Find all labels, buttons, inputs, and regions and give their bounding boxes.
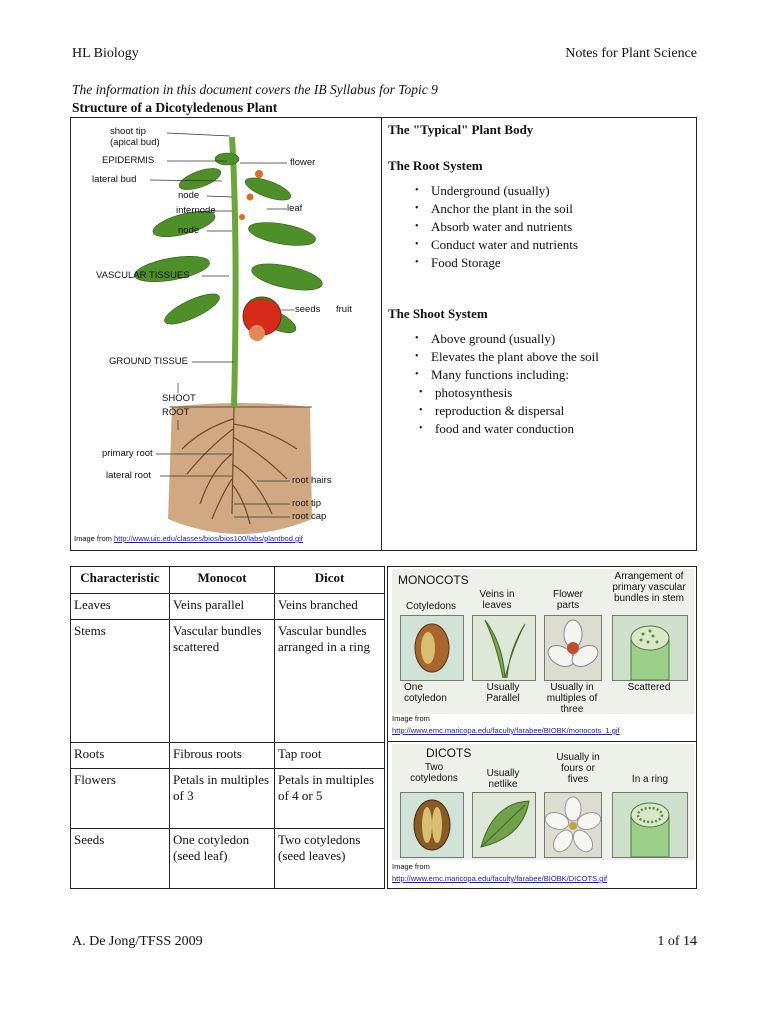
monocot-flower-tile [544, 615, 602, 681]
monocots-credit-link[interactable]: http://www.emc.maricopa.edu/faculty/farabee/BIOBK/monocots_1.gif [392, 726, 620, 735]
monocots-credit [392, 726, 620, 735]
three-petal-flower-icon [545, 616, 601, 680]
label-shoot-tip: shoot tip [110, 126, 146, 137]
table-cell: Two cotyledons (seed leaves) [275, 829, 385, 889]
list-item: • Above ground (usually) [431, 330, 688, 348]
label-internode: internode [176, 205, 216, 216]
list-item: • Absorb water and nutrients [431, 218, 688, 236]
monocot-leaf-tile [472, 615, 536, 681]
page-number: 1 of 14 [657, 934, 697, 949]
root-system-title: The Root System [388, 158, 483, 173]
images-divider [387, 741, 697, 742]
label-node-2: node [178, 225, 200, 236]
netlike-leaf-icon [473, 793, 535, 857]
list-item: • food and water conduction [435, 420, 688, 438]
plant-body-title: The "Typical" Plant Body [388, 122, 534, 137]
table-row [71, 743, 385, 769]
label-primary-root: primary root [102, 448, 153, 459]
dicot-leaf-tile [472, 792, 536, 858]
table-cell: Stems [71, 620, 170, 743]
label-root-tip: root tip [292, 498, 322, 509]
monocots-figure [392, 569, 694, 714]
col-header-characteristic: Characteristic [71, 567, 170, 594]
dicot-col-flower: Usually in fours or fives [556, 752, 600, 785]
intro-text: The information in this document covers the IB Syllabus for Topic 9 [72, 82, 438, 97]
scattered-bundles-icon [613, 616, 687, 680]
col-header-dicot: Dicot [275, 567, 385, 594]
monocot-col-veins: Veins in leaves [479, 589, 515, 611]
monocot-seed-tile [400, 615, 464, 681]
table-cell: Veins branched [275, 594, 385, 620]
label-shoot: SHOOT [162, 393, 196, 404]
list-item: • Conduct water and nutrients [431, 236, 688, 254]
monocot-col-cotyledons: Cotyledons [405, 601, 457, 612]
root-system-list [388, 182, 688, 272]
credit-prefix: Image from [74, 534, 115, 543]
credit-link[interactable]: http://www.uic.edu/classes/bios/bios100/labs/plantbod.gif [114, 534, 303, 543]
list-item: • reproduction & dispersal [435, 402, 688, 420]
table-divider [381, 117, 382, 551]
list-item: • Elevates the plant above the soil [431, 348, 688, 366]
table-cell: Seeds [71, 829, 170, 889]
header-left: HL Biology [72, 46, 139, 61]
label-root: ROOT [162, 407, 190, 418]
diagram-credit [74, 534, 303, 543]
dicot-flower-tile [544, 792, 602, 858]
label-epidermis: EPIDERMIS [102, 155, 155, 166]
label-lateral-bud: lateral bud [92, 174, 137, 185]
plant-body-notes [388, 122, 688, 438]
dicot-stem-tile [612, 792, 688, 858]
label-root-cap: root cap [292, 511, 327, 522]
list-item: • Anchor the plant in the soil [431, 200, 688, 218]
dicots-credit-prefix: Image from [392, 862, 430, 871]
label-fruit: fruit [336, 304, 352, 315]
table-header-row [71, 567, 385, 594]
monocot-caption-veins: Usually Parallel [486, 682, 520, 704]
header-right: Notes for Plant Science [565, 46, 697, 61]
shoot-system-title: The Shoot System [388, 306, 488, 321]
seed-icon [401, 793, 463, 857]
plant-diagram [72, 119, 380, 549]
label-apical-bud: (apical bud) [110, 137, 160, 148]
monocot-dicot-table [70, 566, 385, 889]
label-vascular-tissues: VASCULAR TISSUES [96, 270, 190, 281]
dicots-credit-link[interactable]: http://www.emc.maricopa.edu/faculty/farabee/BIOBK/DICOTS.gif [392, 874, 608, 883]
table-cell: Tap root [275, 743, 385, 769]
col-header-monocot: Monocot [170, 567, 275, 594]
list-item: • photosynthesis [435, 384, 688, 402]
table-cell: Vascular bundles arranged in a ring [275, 620, 385, 743]
dicot-col-stem: In a ring [631, 774, 669, 785]
table-cell: Vascular bundles scattered [170, 620, 275, 743]
table-cell: Petals in multiples of 3 [170, 769, 275, 829]
label-seeds: seeds [295, 304, 321, 315]
list-item: • Many functions including: [431, 366, 688, 384]
monocots-title: MONOCOTS [398, 573, 469, 587]
monocot-caption-stem: Scattered [627, 682, 671, 693]
monocot-caption-flower: Usually in multiples of three [546, 682, 598, 715]
monocot-stem-tile [612, 615, 688, 681]
table-cell: Leaves [71, 594, 170, 620]
label-flower: flower [290, 157, 316, 168]
dicots-title: DICOTS [426, 746, 472, 760]
table-row [71, 769, 385, 829]
dicot-col-cotyledons: Two cotyledons [410, 762, 458, 784]
monocot-col-arrangement: Arrangement of primary vascular bundles in stem [612, 571, 686, 604]
dicots-credit [392, 874, 607, 883]
section-title: Structure of a Dicotyledenous Plant [72, 100, 278, 115]
list-item: • Food Storage [431, 254, 688, 272]
table-cell: Roots [71, 743, 170, 769]
five-petal-flower-icon [545, 793, 601, 857]
dicot-col-veins: Usually netlike [486, 768, 520, 790]
ring-bundles-icon [613, 793, 687, 857]
monocots-credit-prefix: Image from [392, 714, 430, 723]
seed-icon [401, 616, 463, 680]
list-item: • Underground (usually) [431, 182, 688, 200]
monocot-caption-cotyledon: One cotyledon [404, 682, 447, 704]
parallel-leaf-icon [473, 616, 535, 680]
shoot-function-list [388, 384, 688, 438]
label-node-1: node [178, 190, 200, 201]
label-leaf: leaf [287, 203, 303, 214]
shoot-system-list [388, 330, 688, 384]
table-row [71, 594, 385, 620]
dicot-seed-tile [400, 792, 464, 858]
label-lateral-root: lateral root [106, 470, 151, 481]
label-root-hairs: root hairs [292, 475, 332, 486]
monocot-col-flower: Flower parts [552, 589, 583, 611]
table-cell: Veins parallel [170, 594, 275, 620]
table-row [71, 620, 385, 743]
dicots-figure [392, 744, 694, 860]
table-cell: Petals in multiples of 4 or 5 [275, 769, 385, 829]
table-cell: Flowers [71, 769, 170, 829]
table-cell: One cotyledon (seed leaf) [170, 829, 275, 889]
label-ground-tissue: GROUND TISSUE [109, 356, 189, 367]
footer-author: A. De Jong/TFSS 2009 [72, 934, 203, 949]
table-cell: Fibrous roots [170, 743, 275, 769]
table-row [71, 829, 385, 889]
